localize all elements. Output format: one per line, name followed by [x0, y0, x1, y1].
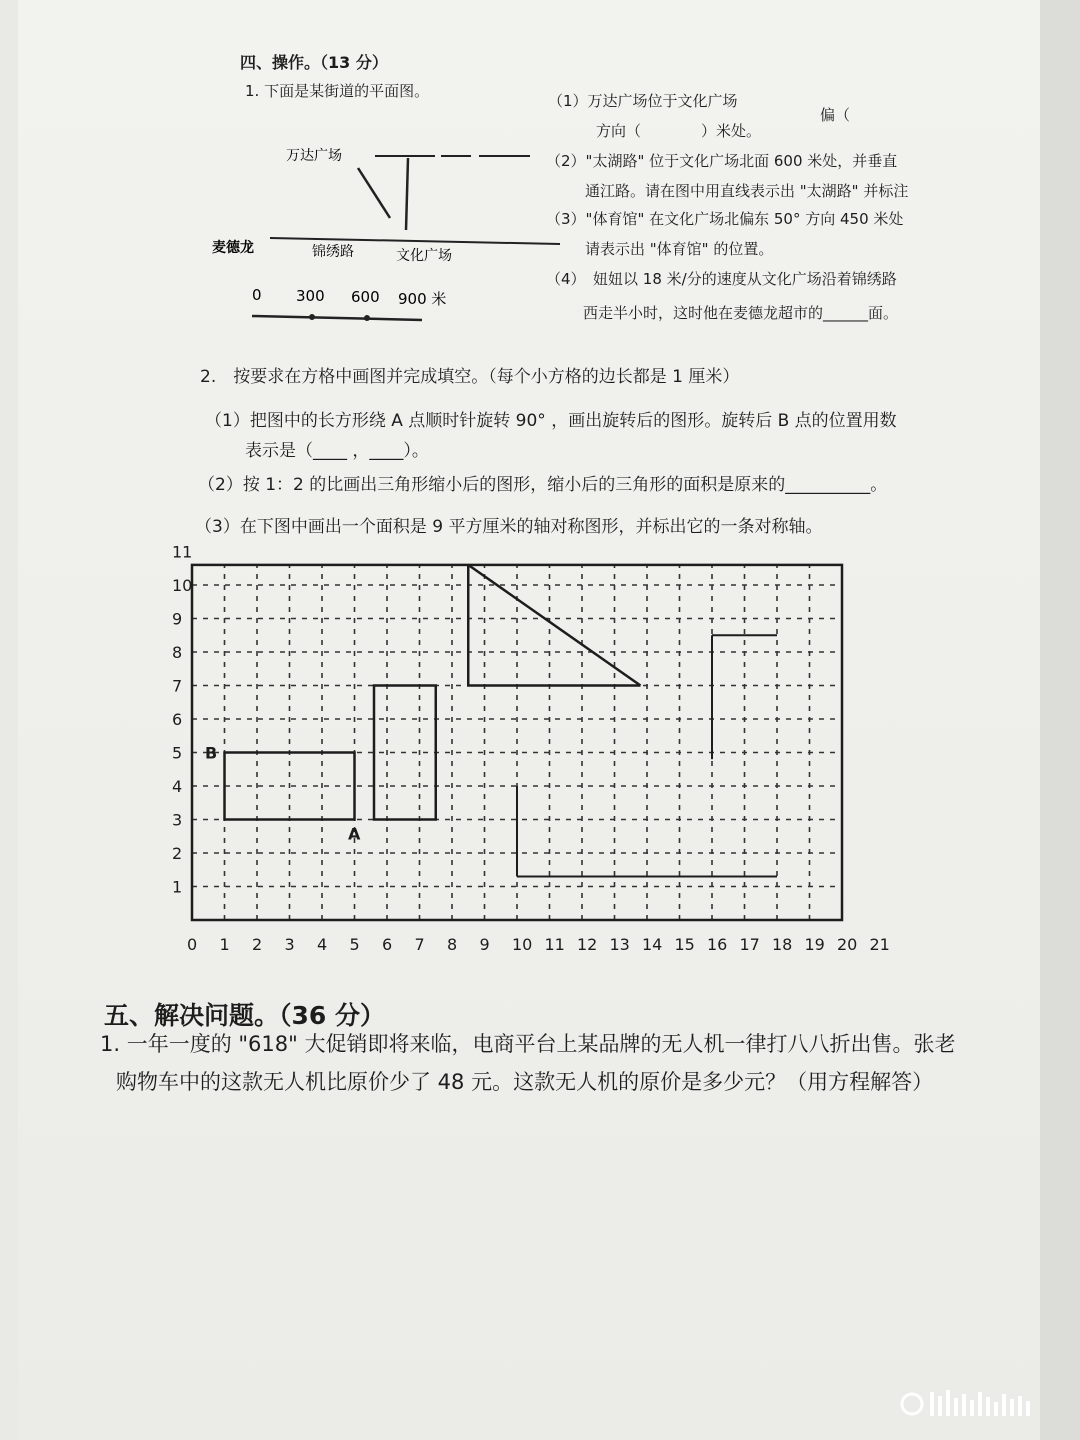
- point-b-label: B: [205, 743, 218, 763]
- scale-900: 900 米: [398, 290, 447, 308]
- x-tick-label: 17: [739, 935, 760, 954]
- x-tick-label: 0: [187, 935, 198, 954]
- y-tick-label: 6: [172, 710, 183, 729]
- s5-q1-line2: 购物车中的这款无人机比原价少了 48 元。这款无人机的原价是多少元？（用方程解答）: [116, 1070, 934, 1094]
- y-tick-label: 3: [172, 810, 183, 830]
- s5-q1-line1: 1. 一年一度的 "618" 大促销即将来临，电商平台上某品牌的无人机一律打八八折出售。张老: [100, 1032, 956, 1056]
- q1-p3-line2: 请表示出 "体育馆" 的位置。: [585, 240, 774, 258]
- label-wanda: 万达广场: [286, 148, 342, 164]
- q2-p2: （2）按 1：2 的比画出三角形缩小后的图形，缩小后的三角形的面积是原来的__________。: [198, 475, 888, 495]
- section-5-title: 五、解决问题。（36 分）: [104, 1001, 385, 1030]
- q1-p1-blank: 偏（: [820, 106, 851, 124]
- x-tick-label: 15: [674, 935, 695, 954]
- label-maidelong: 麦德龙: [212, 240, 254, 256]
- q1-p1-line2: 方向（ ）米处。: [596, 122, 762, 140]
- label-jinxiu: 锦绣路: [312, 244, 354, 260]
- q2-intro: 2. 按要求在方格中画图并完成填空。（每个小方格的边长都是 1 厘米）: [200, 367, 740, 387]
- q1-p4-line1: （4） 妞妞以 18 米/分的速度从文化广场沿着锦绣路: [546, 270, 897, 288]
- scale-bar: [252, 316, 422, 320]
- tongjiang-road: [406, 158, 408, 230]
- y-tick-label: 2: [172, 844, 183, 863]
- q1-p1-line1: （1）万达广场位于文化广场: [548, 92, 738, 110]
- x-tick-label: 8: [447, 935, 458, 954]
- triangle-hypotenuse: [468, 565, 640, 686]
- y-tick-label: 4: [172, 777, 183, 796]
- x-tick-label: 18: [772, 935, 793, 954]
- x-tick-label: 2: [252, 935, 263, 954]
- y-tick-label: 8: [172, 643, 183, 662]
- x-tick-label: 10: [512, 935, 533, 954]
- x-tick-label: 1: [219, 935, 230, 954]
- q2-p3: （3）在下图中画出一个面积是 9 平方厘米的轴对称图形，并标出它的一条对称轴。: [195, 517, 823, 537]
- point-a-label: A: [348, 824, 361, 844]
- q1-p2-line1: （2）"太湖路" 位于文化广场北面 600 米处，并垂直: [546, 152, 898, 170]
- y-tick-label: 5: [172, 743, 183, 763]
- q2-p1-line2: 表示是（____ ，____）。: [245, 441, 429, 461]
- scale-600: 600: [351, 288, 380, 306]
- x-tick-label: 3: [284, 935, 295, 954]
- y-tick-label: 10: [172, 576, 193, 595]
- q1-intro: 1. 下面是某街道的平面图。: [245, 82, 430, 100]
- section-4-title: 四、操作。（13 分）: [240, 53, 388, 72]
- q1-p4-line2: 西走半小时，这时他在麦德龙超市的______面。: [583, 304, 899, 322]
- y-tick-label: 7: [172, 676, 183, 696]
- label-wenhua: 文化广场: [396, 248, 452, 264]
- x-tick-label: 16: [707, 935, 728, 954]
- x-tick-label: 6: [382, 935, 393, 954]
- x-tick-label: 5: [349, 935, 360, 954]
- x-tick-label: 7: [414, 935, 425, 954]
- x-tick-label: 13: [609, 935, 630, 954]
- q2-p1-line1: （1）把图中的长方形绕 A 点顺时针旋转 90° ，画出旋转后的图形。旋转后 B 点的位置用数: [205, 411, 897, 431]
- diagonal-road: [358, 168, 390, 218]
- x-tick-label: 14: [642, 935, 663, 954]
- x-tick-label: 21: [869, 935, 890, 954]
- coordinate-grid: [170, 542, 900, 960]
- street-map: [200, 130, 570, 330]
- x-tick-label: 20: [837, 935, 858, 954]
- x-tick-label: 19: [804, 935, 825, 954]
- watermark-logo: [900, 1388, 1050, 1418]
- paper-edge: [1040, 0, 1080, 1440]
- y-tick-label: 9: [172, 609, 183, 629]
- x-tick-label: 11: [544, 935, 565, 954]
- scale-300: 300: [296, 287, 325, 305]
- q1-p2-line2: 通江路。请在图中用直线表示出 "太湖路" 并标注: [585, 182, 909, 200]
- scale-0: 0: [252, 286, 262, 304]
- y-tick-label: 11: [172, 542, 193, 562]
- y-tick-label: 1: [172, 877, 183, 897]
- q1-p3-line1: （3）"体育馆" 在文化广场北偏东 50° 方向 450 米处: [546, 210, 904, 228]
- x-tick-label: 9: [479, 935, 490, 954]
- x-tick-label: 4: [317, 935, 328, 954]
- x-tick-label: 12: [577, 935, 598, 954]
